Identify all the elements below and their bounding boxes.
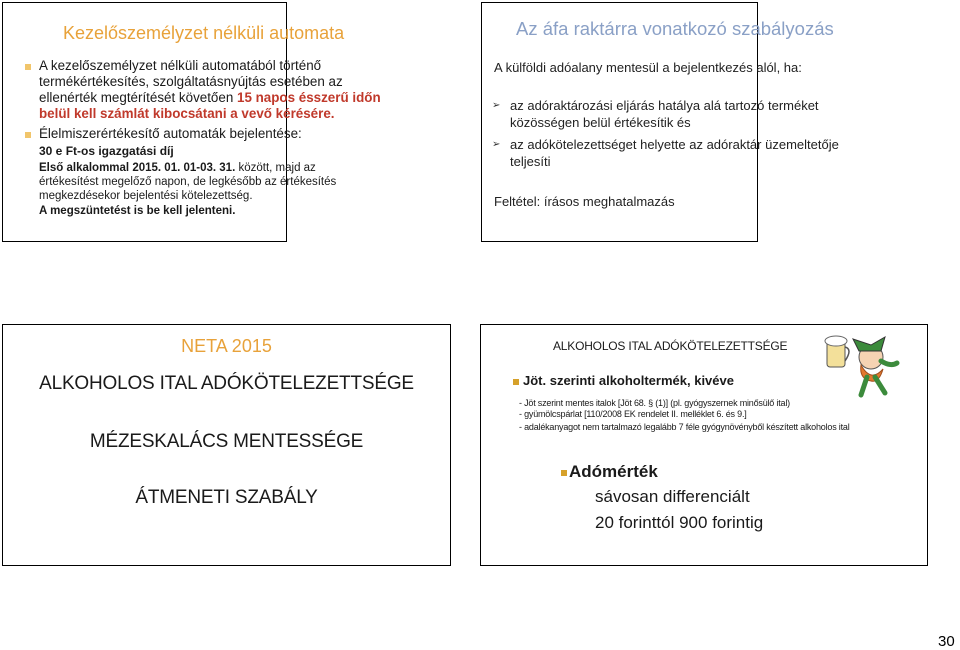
page-number: 30 (938, 633, 955, 650)
slide-title: Kezelőszemélyzet nélküli automata (63, 23, 345, 43)
paragraph-registration: Élelmiszerértékesítő automaták bejelentése: (39, 126, 302, 141)
slide-title: Az áfa raktárra vonatkozó szabályozás (516, 18, 834, 39)
jot-heading: Jöt. szerinti alkoholtermék, kivéve (523, 373, 734, 388)
bullet-icon (25, 132, 31, 138)
slide-alcohol-tax (480, 324, 928, 566)
topic-gingerbread: MÉZESKALÁCS MENTESSÉGE (89, 431, 364, 452)
obligation-line: megkezdésekor bejelentési kötelezettség. (39, 190, 253, 202)
slide-vat-warehouse (481, 2, 839, 242)
deadline-line: értékesítést megelőző napon, de legkésőbb az értékesítés (39, 176, 337, 188)
slide-heading: NETA 2015 (181, 336, 272, 356)
first-time-rest: között, majd az (235, 162, 316, 174)
tax-heading: Adómérték (569, 462, 658, 481)
topic-alcohol: ALKOHOLOS ITAL ADÓKÖTELEZETTSÉGE (39, 373, 414, 394)
exception-2: - gyümölcspárlat [110/2008 EK rendelet II. melléklet 6. és 9.] (519, 409, 747, 419)
condition-1-line-1: az adóraktározási eljárás hatálya alá tartozó terméket (510, 98, 819, 113)
paragraph-invoice-rule (39, 58, 399, 122)
paragraph-emphasis: 15 napos ésszerű időn belül kell számlát kibocsátani a vevő kérésére. (39, 90, 381, 121)
bullet-icon (25, 64, 31, 70)
condition-2-line-1: az adókötelezettséget helyette az adóraktár üzemeltetője (510, 137, 839, 152)
termination-line: A megszüntetést is be kell jelenteni. (39, 205, 236, 217)
arrow-bullet-icon: ➢ (492, 139, 501, 150)
intro-text: A külföldi adóalany mentesül a bejelentkezés alól, ha: (494, 60, 802, 75)
slide-title: ALKOHOLOS ITAL ADÓKÖTELEZETTSÉGE (553, 339, 788, 353)
slide-neta-2015 (2, 324, 451, 566)
paragraph-text: A kezelőszemélyzet nélküli automatából történő termékértékesítés, szolgáltatásnyújtás esetében az ellenérték megtérítését követően (39, 58, 343, 105)
authorization-condition: Feltétel: írásos meghatalmazás (494, 194, 675, 209)
fee-line: 30 e Ft-os igazgatási díj (39, 144, 174, 158)
tax-line-1: sávosan differenciált (595, 487, 750, 506)
tax-line-2: 20 forinttól 900 forintig (595, 513, 764, 532)
topic-transition: ÁTMENETI SZABÁLY (135, 487, 318, 508)
exception-1: - Jöt szerint mentes italok [Jöt 68. § (1)] (pl. gyógyszernek minősülő ital) (519, 398, 790, 408)
condition-2-line-2: teljesíti (510, 154, 551, 169)
beer-mascot-icon (823, 331, 903, 399)
first-time-dates: Első alkalommal 2015. 01. 01-03. 31. (39, 162, 236, 174)
bullet-icon (561, 470, 567, 476)
slide-automata (2, 2, 381, 242)
exception-3: - adalékanyagot nem tartalmazó legalább 7 féle gyógynövényből készített alkoholos ital (519, 422, 850, 432)
first-time-line (39, 161, 316, 175)
bullet-icon (513, 379, 519, 385)
condition-1-line-2: közösségen belül értékesítik és (510, 115, 691, 130)
arrow-bullet-icon: ➢ (492, 100, 501, 111)
